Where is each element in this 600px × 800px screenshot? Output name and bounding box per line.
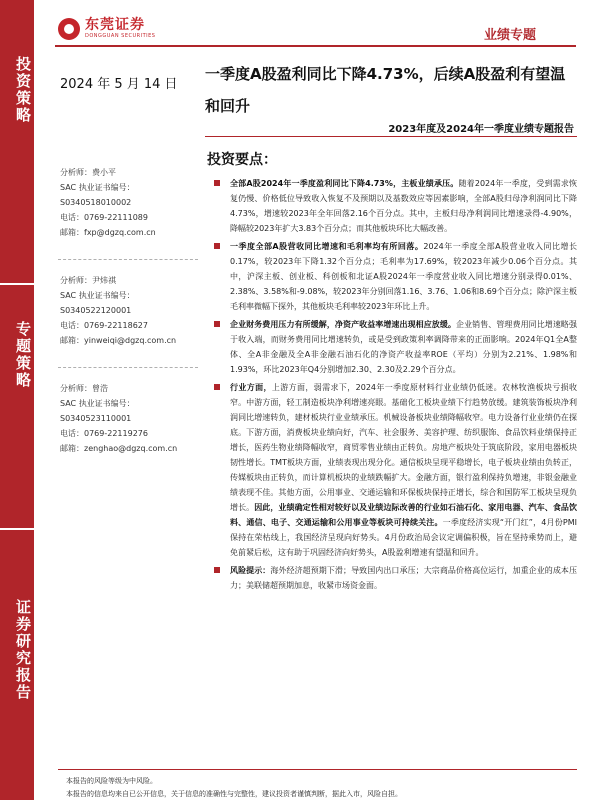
report-title: 一季度A股盈利同比下降4.73%，后续A股盈利有望温和回升	[205, 65, 566, 115]
list-item	[210, 563, 577, 593]
footer-divider	[58, 769, 577, 770]
logo-mark-icon	[58, 18, 80, 40]
company-logo	[58, 18, 155, 40]
list-item	[210, 380, 577, 560]
point-text: 海外经济超预期下滑；导致国内出口承压；大宗商品价格高位运行，加重企业的成本压力；美联储超预期加息，收紧市场资金面。	[230, 566, 577, 590]
footer-disclaimer	[66, 775, 402, 800]
square-bullet-icon	[214, 180, 220, 186]
analyst-name: 分析师：费小平	[60, 168, 116, 177]
analyst-phone: 电话：0769-22111089	[60, 213, 148, 222]
analyst-name: 分析师：曾浩	[60, 384, 108, 393]
point-emphasis: 因此，业绩确定性相对较好以及业绩边际改善的行业如石油石化、家用电器、汽车、食品饮料、通信、电子、交通运输和公用事业等板块可持续关注。	[230, 503, 578, 527]
sidebar-label-topic-strategy: 专题策略	[14, 321, 32, 389]
point-text: 一季度经济实现“开门红”，4月份PMI保持在荣枯线上，我国经济呈现向好势头。4月份政治局会议定调偏积极，旨在坚持乘势而上，避免前紧后松，这有助于巩固经济向好势头，A股盈利增速有望温和回升。	[230, 518, 578, 557]
list-item	[210, 239, 577, 314]
analyst-divider	[58, 259, 198, 260]
analyst-cert-label: SAC 执业证书编号：	[60, 399, 135, 408]
point-text: 上游方面，弱需求下，2024年一季度原材料行业业绩仍低迷。农林牧渔板块亏损收窄。中游方面，轻工制造板块净利增速亮眼。基础化工板块业绩下行趋势放缓。建筑装饰板块净利润同比增速转负，建材板块行业业绩承压。机械设备板块业绩降幅收窄。电力设备行业业绩仍在探底。下游方面，消费板块业绩向好，汽车、社会服务、美容护理、纺织服饰、食品饮料业绩保持正增长，医药生物业绩降幅收窄，商贸零售业绩由正转负。房地产板块处于筑底阶段，家用电器板块韧性增长。TMT板块方面，业绩表现出现分化。通信板块呈现平稳增长，电子板块业绩由负转正，传媒板块由正转负，而计算机板块的业绩跌幅扩大。金融方面，银行盈利保持负增速，非银金融业绩表现不佳。其他方面，公用事业、交通运输和环保板块保持正增长，综合和国防军工板块呈现负增长。	[230, 383, 578, 512]
report-type: 业绩专题	[483, 28, 536, 43]
analyst-cert-number: S0340522120001	[60, 306, 132, 315]
analyst-card	[60, 273, 200, 348]
header-divider	[55, 45, 576, 47]
analyst-email[interactable]: 邮箱：zenghao@dgzq.com.cn	[60, 444, 178, 453]
point-heading: 一季度全部A股营收同比增速和毛利率均有所回落。	[230, 242, 424, 251]
analyst-cert-number: S0340523110001	[60, 414, 132, 423]
list-item	[210, 317, 577, 377]
key-points-list	[210, 176, 577, 596]
point-text: 随着2024年一季度，受到需求恢复仍慢、价格低位导致收入恢复不及预期以及基数效应等因素影响，全部A股归母净利润同比下降4.73%，增速较2023年全年回落2.16个百分点。其中，主板归母净利润同比增速录得-4.90%，降幅较2023年扩大3.83个百分点；而其他板块环比大幅改善。	[230, 179, 577, 233]
analyst-divider	[58, 367, 198, 368]
analyst-email[interactable]: 邮箱：yinweiqi@dgzq.com.cn	[60, 336, 177, 345]
sidebar-label-investment-strategy: 投资策略	[14, 56, 32, 124]
analyst-card	[60, 381, 200, 456]
analyst-card	[60, 165, 200, 240]
subtitle-divider	[205, 136, 577, 137]
list-item	[210, 176, 577, 236]
analyst-cert-number: S0340518010002	[60, 198, 132, 207]
square-bullet-icon	[214, 384, 220, 390]
sidebar-label-research-report: 证券研究报告	[14, 599, 32, 701]
point-heading: 全部A股2024年一季度盈利同比下降4.73%，主板业绩承压。	[230, 179, 459, 188]
point-text: 2024年一季度全部A股营业收入同比增长0.17%，较2023年下降1.32个百分点；毛利率为17.69%，较2023年减少0.06个百分点。其中，沪深主板、创业板、科创板和北证A股2024年一季度营业收入同比增速分别录得0.01%、2.38%、3.58%和-9.08%，较2023年分别回落1.16、3.76、1.06和8.69个百分点；除沪深主板毛利率微幅下探外，其他板块毛利率较2023年环比上升。	[230, 242, 577, 311]
footer-risk-level: 本报告的风险等级为中风险。	[66, 777, 157, 785]
analyst-phone: 电话：0769-22118627	[60, 321, 148, 330]
analyst-name: 分析师：尹炜祺	[60, 276, 116, 285]
logo-brand-cn: 东莞证券	[85, 17, 145, 33]
analyst-email[interactable]: 邮箱：fxp@dgzq.com.cn	[60, 228, 156, 237]
sidebar-divider	[0, 528, 34, 530]
analyst-phone: 电话：0769-22119276	[60, 429, 148, 438]
point-heading: 行业方面，	[230, 383, 272, 392]
square-bullet-icon	[214, 567, 220, 573]
footer-info-source: 本报告的信息均来自已公开信息，关于信息的准确性与完整性，建议投资者谨慎判断，据此入市，风险自担。	[66, 790, 402, 798]
point-heading: 风险提示：	[230, 566, 271, 575]
square-bullet-icon	[214, 321, 220, 327]
analyst-cert-label: SAC 执业证书编号：	[60, 183, 135, 192]
point-text: 企业销售、管理费用同比增速略强于收入端，而财务费用同比增速转负，或是受到政策利率调降带来的正面影响。2024年Q1全A整体、全A非金融及全A非金融石油石化的净资产收益率ROE（平均）分别为2.21%、1.98%和1.93%，环比2023年Q4分别增加2.30、2.30及2.29个百分点。	[230, 320, 577, 374]
sidebar-divider	[0, 283, 34, 285]
point-heading: 企业财务费用压力有所缓解，净资产收益率增速出现相应放缓。	[230, 320, 456, 329]
left-sidebar	[0, 0, 34, 800]
analyst-cert-label: SAC 执业证书编号：	[60, 291, 135, 300]
square-bullet-icon	[214, 243, 220, 249]
report-subtitle: 2023年度及2024年一季度业绩专题报告	[388, 124, 574, 135]
report-date: 2024 年 5 月 14 日	[60, 77, 178, 92]
section-title: 投资要点：	[207, 152, 277, 168]
logo-brand-en: DONGGUAN SECURITIES	[85, 33, 156, 39]
